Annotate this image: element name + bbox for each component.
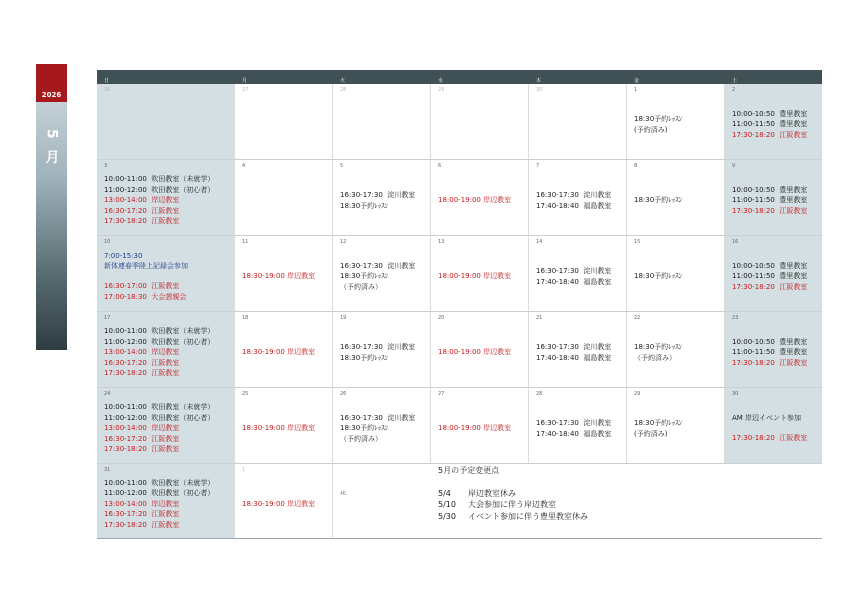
day-number: 27: [242, 87, 249, 93]
event-line: 10:00-10:50 豊里教室: [732, 261, 808, 270]
event-line: 17:30-18:20 江阪教室: [732, 130, 808, 139]
memo-date: 5/10: [438, 500, 456, 509]
event-list: [340, 312, 415, 387]
event-line: 11:00-11:50 豊里教室: [732, 272, 808, 281]
day-number: 11: [242, 239, 249, 245]
event-line: （予約済み）: [634, 353, 676, 362]
day-number: 25: [242, 391, 249, 397]
event-line: 17:30-18:20 江阪教室: [104, 520, 180, 529]
weekday-label: 日: [104, 78, 110, 84]
weekday-label: 水: [438, 78, 444, 84]
day-cell[interactable]: [725, 236, 822, 311]
weekday-header: [97, 70, 822, 84]
day-number: 4: [242, 163, 246, 169]
memo-text: イベント参加に伴う豊里教室休み: [468, 511, 588, 521]
event-list: [438, 388, 511, 463]
event-line: 17:40-18:40 福島教室: [536, 277, 612, 286]
event-list: [104, 312, 214, 387]
day-number: 5: [340, 163, 344, 169]
day-cell[interactable]: [725, 312, 822, 387]
event-line: 13:00-14:00 岸辺教室: [104, 499, 180, 508]
day-number: 8: [634, 163, 638, 169]
week-row: [97, 312, 822, 388]
event-line: 新体連春季陸上記録会参加: [104, 262, 188, 271]
week-row: [97, 236, 822, 312]
week-row: [97, 84, 822, 160]
event-list: [732, 84, 807, 159]
event-list: [536, 236, 611, 311]
memo-date: 5/30: [438, 511, 456, 521]
day-cell[interactable]: [333, 84, 431, 159]
event-list: [242, 312, 315, 387]
event-list: [438, 236, 511, 311]
event-list: [242, 388, 315, 463]
day-cell[interactable]: [431, 236, 529, 311]
event-line: 18:00-19:00 岸辺教室: [438, 196, 512, 205]
weekday-label: 金: [634, 78, 640, 84]
memo-item: [438, 499, 588, 511]
weekday-label: 土: [732, 78, 738, 84]
day-cell[interactable]: [97, 464, 235, 538]
day-number: 13: [438, 239, 445, 245]
event-line: 16:30-17:20 江阪教室: [104, 510, 180, 519]
event-list: [536, 388, 611, 463]
day-cell[interactable]: [333, 312, 431, 387]
day-number: 17: [104, 315, 111, 321]
event-list: [242, 464, 315, 538]
event-line: 18:30予約ﾚｯｽﾝ: [634, 272, 683, 281]
day-cell[interactable]: [627, 388, 725, 463]
memo-label: ﾒﾓ:: [340, 491, 347, 497]
event-line: 16:30-17:30 淀川教室: [536, 266, 612, 275]
day-number: 6: [438, 163, 442, 169]
day-cell[interactable]: [235, 160, 333, 235]
weekday-label: 月: [242, 78, 248, 84]
event-list: [104, 160, 214, 235]
event-line: 17:40-18:40 福島教室: [536, 201, 612, 210]
day-cell[interactable]: [431, 388, 529, 463]
week-row: [97, 388, 822, 464]
event-spacer: [732, 424, 807, 433]
event-list: [438, 160, 511, 235]
event-list: [732, 160, 807, 235]
day-cell[interactable]: [333, 388, 431, 463]
day-number: 30: [732, 391, 739, 397]
event-line: 16:30-17:20 江阪教室: [104, 206, 180, 215]
event-list: [634, 160, 682, 235]
event-list: [732, 388, 807, 463]
event-line: AM 岸辺イベント参加: [732, 414, 802, 423]
day-cell[interactable]: [235, 236, 333, 311]
event-line: 16:30-17:20 江阪教室: [104, 434, 180, 443]
event-line: 18:30予約ﾚｯｽﾝ: [634, 196, 683, 205]
day-number: 24: [104, 391, 111, 397]
day-number: 28: [536, 391, 543, 397]
event-line: 18:30-19:00 岸辺教室: [242, 272, 316, 281]
month-label: 5 月: [43, 129, 60, 167]
day-cell[interactable]: [235, 388, 333, 463]
day-number: 2: [732, 87, 736, 93]
day-number: 20: [438, 315, 445, 321]
day-number: 1: [242, 467, 246, 473]
event-line: 18:30予約ﾚｯｽﾝ: [340, 272, 389, 281]
event-line: 17:30-18:20 江阪教室: [732, 358, 808, 367]
event-line: 11:00-12:00 吹田教室（初心者）: [104, 413, 215, 422]
memo-title: 5月の予定変更点: [438, 466, 500, 475]
day-number: 14: [536, 239, 543, 245]
memo-item: [438, 488, 588, 500]
event-line: 7:00-15:30: [104, 251, 143, 260]
memo-text: 岸辺教室休み: [468, 488, 516, 498]
event-line: 16:30-17:30 淀川教室: [340, 261, 416, 270]
event-line: 17:30-18:20 江阪教室: [732, 434, 808, 442]
day-number: 26: [104, 87, 111, 93]
day-cell[interactable]: [97, 312, 235, 387]
day-cell[interactable]: [97, 84, 235, 159]
event-line: (予約済み): [634, 125, 668, 134]
day-cell[interactable]: [97, 388, 235, 463]
event-line: 17:30-18:20 江阪教室: [104, 445, 180, 454]
event-line: （予約済み）: [340, 282, 382, 291]
event-line: 16:30-17:20 江阪教室: [104, 358, 180, 367]
event-line: 18:30予約ﾚｯｽﾝ: [340, 201, 389, 210]
event-line: 18:30予約ﾚｯｽﾝ: [340, 424, 389, 433]
day-cell[interactable]: [529, 388, 627, 463]
event-line: 10:00-11:00 吹田教室（未就学）: [104, 175, 215, 184]
day-number: 26: [340, 391, 347, 397]
day-number: 15: [634, 239, 641, 245]
day-number: 22: [634, 315, 641, 321]
event-line: 16:30-17:00 江阪教室: [104, 282, 180, 290]
event-line: 10:00-11:00 吹田教室（未就学）: [104, 478, 215, 487]
day-cell[interactable]: [431, 160, 529, 235]
day-number: 9: [732, 163, 736, 169]
event-list: [104, 236, 188, 311]
event-line: 18:30予約ﾚｯｽﾝ: [634, 114, 683, 123]
day-number: 19: [340, 315, 347, 321]
day-cell[interactable]: [627, 312, 725, 387]
memo-text: 大会参加に伴う岸辺教室: [468, 500, 556, 509]
day-cell[interactable]: [97, 236, 235, 311]
event-line: 17:40-18:40 福島教室: [536, 429, 612, 438]
memo-block: [438, 465, 588, 522]
event-line: 10:00-10:50 豊里教室: [732, 337, 808, 346]
event-line: （予約済み）: [340, 434, 382, 443]
event-line: 18:30予約ﾚｯｽﾝ: [340, 353, 389, 362]
event-line: 13:00-14:00 岸辺教室: [104, 196, 180, 205]
day-number: 21: [536, 315, 543, 321]
day-number: 31: [104, 467, 111, 473]
event-list: [340, 388, 415, 463]
day-number: 12: [340, 239, 347, 245]
day-cell[interactable]: [529, 312, 627, 387]
event-line: 18:00-19:00 岸辺教室: [438, 348, 512, 357]
event-line: 16:30-17:30 淀川教室: [536, 342, 612, 351]
event-line: 13:00-14:00 岸辺教室: [104, 424, 180, 433]
day-number: 30: [536, 87, 543, 93]
day-cell[interactable]: [529, 84, 627, 159]
event-line: 11:00-11:50 豊里教室: [732, 120, 808, 129]
day-number: 18: [242, 315, 249, 321]
day-cell[interactable]: [235, 84, 333, 159]
day-number: 29: [438, 87, 445, 93]
day-number: 1: [634, 87, 638, 93]
day-cell[interactable]: [333, 236, 431, 311]
day-number: 10: [104, 239, 111, 245]
event-list: [634, 388, 682, 463]
day-number: 16: [732, 239, 739, 245]
event-line: 17:40-18:40 福島教室: [536, 353, 612, 362]
day-number: 28: [340, 87, 347, 93]
day-cell[interactable]: [627, 236, 725, 311]
event-line: 18:30-19:00 岸辺教室: [242, 424, 316, 433]
day-cell[interactable]: [431, 312, 529, 387]
event-line: 16:30-17:30 淀川教室: [536, 190, 612, 199]
day-number: 7: [536, 163, 540, 169]
event-line: 18:30-19:00 岸辺教室: [242, 499, 316, 508]
day-cell[interactable]: [725, 388, 822, 463]
day-number: 23: [732, 315, 739, 321]
week-row: [97, 160, 822, 236]
event-line: 18:30予約ﾚｯｽﾝ: [634, 342, 683, 351]
event-line: 13:00-14:00 岸辺教室: [104, 348, 180, 357]
event-line: 17:30-18:20 江阪教室: [732, 282, 808, 291]
day-cell[interactable]: [725, 84, 822, 159]
event-line: 11:00-11:50 豊里教室: [732, 196, 808, 205]
event-line: 10:00-10:50 豊里教室: [732, 109, 808, 118]
event-line: 17:30-18:20 江阪教室: [104, 369, 180, 378]
event-line: 17:00-18:30 大会懇親会: [104, 292, 187, 301]
month-sidebar: [36, 64, 67, 350]
weekday-label: 木: [536, 78, 542, 84]
event-line: 11:00-12:00 吹田教室（初心者）: [104, 489, 215, 498]
event-list: [340, 236, 415, 311]
event-list: [104, 388, 214, 463]
day-number: 3: [104, 163, 108, 169]
event-line: 17:30-18:20 江阪教室: [104, 217, 180, 226]
event-line: 17:30-18:20 江阪教室: [732, 206, 808, 215]
day-cell[interactable]: [431, 84, 529, 159]
event-list: [732, 236, 807, 311]
event-line: 18:30予約ﾚｯｽﾝ: [634, 418, 683, 427]
event-list: [634, 84, 682, 159]
event-line: 10:00-11:00 吹田教室（未就学）: [104, 327, 215, 336]
event-list: [242, 236, 315, 311]
event-line: 11:00-12:00 吹田教室（初心者）: [104, 185, 215, 194]
day-cell[interactable]: [97, 160, 235, 235]
year-badge: 2026: [36, 64, 67, 102]
event-line: 18:30-19:00 岸辺教室: [242, 348, 316, 357]
event-line: 11:00-12:00 吹田教室（初心者）: [104, 337, 215, 346]
event-list: [634, 236, 682, 311]
event-list: [340, 160, 415, 235]
event-line: 10:00-11:00 吹田教室（未就学）: [104, 403, 215, 412]
event-list: [536, 312, 611, 387]
event-list: [536, 160, 611, 235]
event-list: [634, 312, 682, 387]
day-number: 27: [438, 391, 445, 397]
event-line: 16:30-17:30 淀川教室: [340, 413, 416, 422]
event-line: 10:00-10:50 豊里教室: [732, 185, 808, 194]
event-line: 18:00-19:00 岸辺教室: [438, 272, 512, 281]
event-list: [732, 312, 807, 387]
event-list: [104, 464, 214, 538]
event-line: 16:30-17:30 淀川教室: [536, 418, 612, 427]
event-line: 16:30-17:30 淀川教室: [340, 342, 416, 351]
day-number: 29: [634, 391, 641, 397]
day-cell[interactable]: [627, 84, 725, 159]
event-line: (予約済み): [634, 429, 668, 438]
memo-item: [438, 511, 588, 523]
memo-date: 5/4: [438, 488, 451, 498]
event-line: 11:00-11:50 豊里教室: [732, 348, 808, 357]
event-line: 18:00-19:00 岸辺教室: [438, 424, 512, 433]
day-cell[interactable]: [235, 312, 333, 387]
event-line: 16:30-17:30 淀川教室: [340, 190, 416, 199]
day-cell[interactable]: [529, 160, 627, 235]
event-spacer: [104, 272, 188, 281]
event-list: [438, 312, 511, 387]
day-cell[interactable]: [333, 160, 431, 235]
day-cell[interactable]: [529, 236, 627, 311]
day-cell[interactable]: [235, 464, 333, 538]
day-cell[interactable]: [725, 160, 822, 235]
day-cell[interactable]: [627, 160, 725, 235]
weekday-label: 火: [340, 78, 346, 84]
